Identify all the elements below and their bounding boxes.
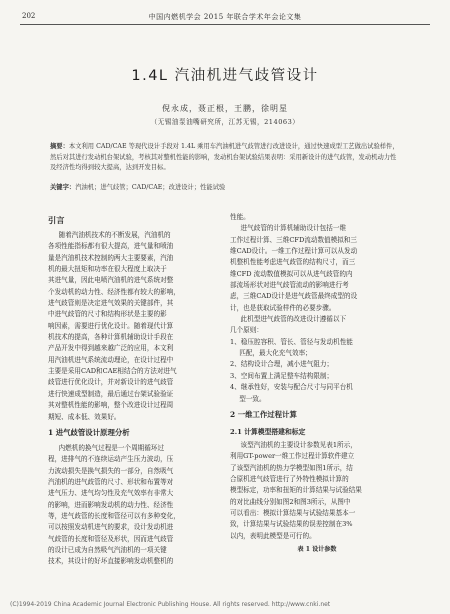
text-line: 中进气歧管的尺寸和结构形状是主要的影 [48, 310, 167, 319]
keywords [50, 183, 400, 194]
abstract-label: 摘要： [50, 143, 69, 150]
text-line: 进气歧管的计算机辅助设计包括一维 [240, 224, 347, 233]
header-rule [20, 24, 430, 25]
text-line: 计，也是获取试验样件的必要步骤。 [230, 303, 336, 312]
text-line: 力波动损失是换气损失的一部分，自然吸气 [48, 466, 174, 475]
text-line: 可以按照发动机进气的要求，设计发动机进 [48, 523, 174, 532]
text-line: 内燃机的换气过程是一个周期循环过 [58, 443, 165, 452]
text-line: 利用GT-power一维工作过程计算软件建立 [230, 452, 355, 461]
keywords-text: 汽油机；进气歧管；CAD/CAE；改进设计；性能试验 [75, 184, 226, 191]
text-line: 进行快速成型制造，最后通过台架试验验证 [48, 389, 174, 398]
text-line: 主要是采用CAD和CAE相结合的方法对进气 [48, 367, 177, 376]
text-line: 随着汽油机技术的不断发展，汽油机的 [58, 231, 171, 239]
text-line: 机整机性能考虑进气歧管的结构尺寸，而三 [230, 258, 356, 267]
text-line: 部流场形状对进气歧管流动的影响进行考 [230, 281, 349, 290]
list-item: 1、稳压腔容积、管长、管径与发动机性能 [230, 337, 353, 346]
text-line: 以内，表明此模型是可行的。 [230, 531, 316, 540]
text-line: 技术，其设计的好坏直接影响发动机整机的 [48, 557, 174, 566]
abstract-text: 本文利用 CAD/CAE 等现代设计手段对 1.4L 乘用车汽油机进气歧管进行改进设计，通过快速成型工艺做出试验样件，然后对其进行发动机台架试验，考核其对整机性能的影响，发动机台架试验结果表明：采用新设计的进气歧管，发动机动力性及经济性均得到较大提高，达到开发目标。 [50, 143, 399, 172]
text-line: 维CFD 流动数值模拟可以从进气歧管的内 [230, 269, 353, 278]
text-line: 其进气量，因此电喷汽油机的进气系统对整 [48, 276, 174, 285]
text-line: 其对整机性能的影响，整个改进设计过程周 [48, 401, 174, 410]
page-number: 202 [22, 12, 36, 20]
text-line: 等，进气歧管的长度和管径可以有多种变化， [48, 511, 180, 520]
text-line: 各项性能指标都有很大提高，进气量和喷油 [48, 242, 174, 251]
text-line: 的对比曲线分别如图2和图3所示，从图中 [230, 497, 351, 506]
right-paragraph-top [230, 212, 404, 337]
text-line: 进气歧管则是决定进气效果的关键部件，其 [48, 299, 174, 308]
paper-affiliation: （无锡油泵油嘴研究所，江苏无锡，214063） [150, 118, 300, 126]
text-line: 的设计已成为自然吸气汽油机的一项关键 [48, 545, 167, 554]
text-line: 工作过程计算、三维CFD流动数值模拟和三 [230, 235, 357, 244]
design-principles-list [230, 337, 404, 405]
text-line: 此机型进气歧管的改进设计遵循以下 [240, 315, 347, 324]
text-line: 用汽油机进气系统流动理论，在设计过程中 [48, 355, 174, 364]
table-caption: 表 1 设计参数 [297, 545, 337, 553]
list-item: 型一致。 [239, 394, 266, 403]
running-title: 中国内燃机学会 2015 年联合学术年会论文集 [148, 13, 302, 21]
text-line: 该型汽油机的主要设计参数见表1所示， [240, 440, 357, 449]
list-item: 4、继承性好，安装与配合尺寸与同平台机 [230, 383, 353, 392]
text-line: 气歧管的长度和管径及形状，因而进气歧管 [48, 534, 174, 543]
section-2-heading: 2 一维工作过程计算 [230, 409, 297, 419]
section-1-paragraph [48, 443, 222, 568]
copyright-footer: (C)1994-2019 China Academic Journal Electronic Publishing House. All rights reserved. http://www.cnki.net [10, 601, 331, 608]
text-line: 进气压力、进气均匀性及充气效率有非常大 [48, 489, 174, 498]
list-item: 3、空间布置上满足整车结构限制； [230, 371, 334, 380]
text-line: 几个原则： [230, 326, 263, 335]
text-line: 产品开发中得到越来越广泛的应用，本文利 [48, 344, 174, 353]
text-line: 响因素，需要进行优化设计。随着现代计算 [48, 321, 174, 330]
subsection-2-1-paragraph [230, 440, 404, 542]
text-line: 维CAD设计。一维工作过程计算可以从发动 [230, 247, 358, 256]
text-line: 可以看出：模拟计算结果与试验结果基本一 [230, 508, 356, 517]
text-line: 量是汽油机技术控制的两大主要要素，汽油 [48, 253, 174, 262]
right-column [230, 212, 404, 555]
text-line: 的影响，进而影响发动机的动力性、经济性 [48, 500, 174, 509]
list-item: 2、结构设计合理，减小进气阻力； [230, 360, 334, 369]
text-line: 性能。 [230, 213, 250, 221]
text-line: 汽油机的进气歧管的尺寸、形状和布置等对 [48, 477, 174, 486]
intro-heading: 引言 [48, 215, 65, 225]
section-1-heading: 1 进气歧管设计原理分析 [48, 427, 130, 437]
subsection-2-1-heading: 2.1 计算模型搭建和标定 [230, 427, 306, 436]
text-line: 期短、成本低、效果好。 [48, 412, 121, 421]
intro-paragraph [48, 230, 222, 423]
paper-authors: 倪永成，聂正根，王鹏，徐明星 [162, 104, 288, 113]
abstract [50, 142, 400, 174]
text-line: 个发动机的动力性、经济性都有较大的影响， [48, 287, 180, 296]
text-line: 歧管进行优化设计，并对新设计的进气歧管 [48, 378, 174, 387]
text-line: 机技术的提高，各种计算机辅助设计手段在 [48, 333, 174, 342]
text-line: 了该型汽油机的热力学模型如图1所示，结 [230, 463, 353, 472]
text-line: 机的最大扭矩和功率在很大程度上取决于 [48, 265, 167, 274]
keywords-label: 关键字： [50, 184, 76, 191]
left-column [48, 212, 222, 568]
list-item: 匹配，最大化充气效率； [239, 349, 312, 358]
text-line: 模型标定，功率和扭矩的计算结果与试验结果 [230, 486, 362, 495]
text-line: 合原机进气歧管进行了外特性模拟计算的 [230, 474, 349, 483]
text-line: 程，进排气的不连续运动产生压力波动，压 [48, 455, 174, 464]
paper-title: 1.4L 汽油机进气歧管设计 [131, 68, 319, 84]
text-line: 致，计算结果与试验结果的误差控制在3% [230, 520, 353, 529]
text-line: 虑，三维CAD设计是进气歧管最终成型的设 [230, 292, 358, 301]
